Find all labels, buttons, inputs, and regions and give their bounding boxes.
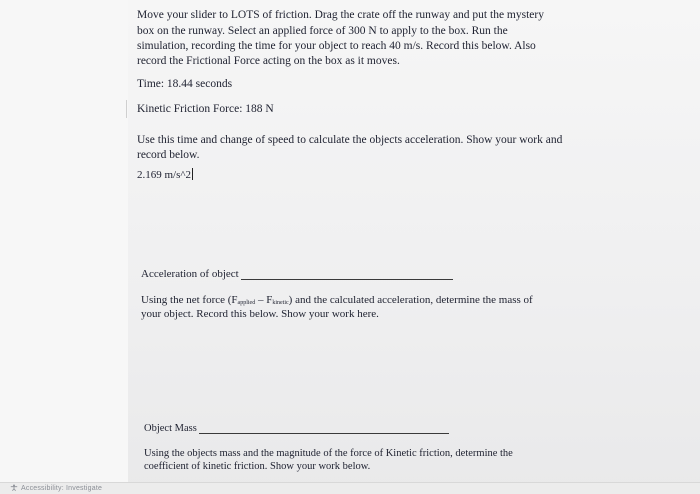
acceleration-instruction-line: Use this time and change of speed to calculate the objects acceleration. Show your work and [137,134,563,146]
text-cursor [192,168,193,180]
subscript-applied: applied [237,300,256,306]
margin-marker [126,100,127,118]
acceleration-instruction-line: record below. [137,149,200,161]
friction-answer[interactable]: Kinetic Friction Force: 188 N [137,103,274,115]
mass-instruction-mid: – F [255,294,273,306]
mass-label: Object Mass [144,423,197,434]
acceleration-answer[interactable] [137,168,193,181]
coefficient-instruction-line: Using the objects mass and the magnitude of the force of Kinetic friction, determine the [144,448,513,459]
accessibility-label: Accessibility: Investigate [21,485,103,492]
status-bar [0,482,700,494]
subscript-kinetic: kinetic [272,300,289,306]
accessibility-icon [10,484,18,491]
acceleration-blank[interactable] [241,267,453,280]
mass-label-row [144,421,449,434]
acceleration-label: Acceleration of object [141,268,239,280]
acceleration-answer-text: 2.169 m/s^2 [137,169,192,181]
time-answer[interactable]: Time: 18.44 seconds [137,78,233,90]
instruction-line: box on the runway. Select an applied force of 300 N to apply to the box. Run the [137,25,508,37]
instruction-line: simulation, recording the time for your object to reach 40 m/s. Record this below. Also [137,40,536,52]
accessibility-status[interactable] [10,484,102,492]
instruction-line: Move your slider to LOTS of friction. Drag the crate off the runway and put the mystery [137,9,544,21]
acceleration-label-row [141,267,453,280]
mass-instruction-post: ) and the calculated acceleration, determine the mass of [288,294,533,306]
mass-instruction-line [141,294,533,306]
coefficient-instruction-line: coefficient of kinetic friction. Show your work below. [144,461,371,472]
mass-instruction-line: your object. Record this below. Show your work here. [141,308,379,320]
mass-instruction-pre: Using the net force (F [141,294,238,306]
mass-blank[interactable] [199,421,449,434]
left-margin [0,0,128,493]
instruction-line: record the Frictional Force acting on the box as it moves. [137,55,400,67]
